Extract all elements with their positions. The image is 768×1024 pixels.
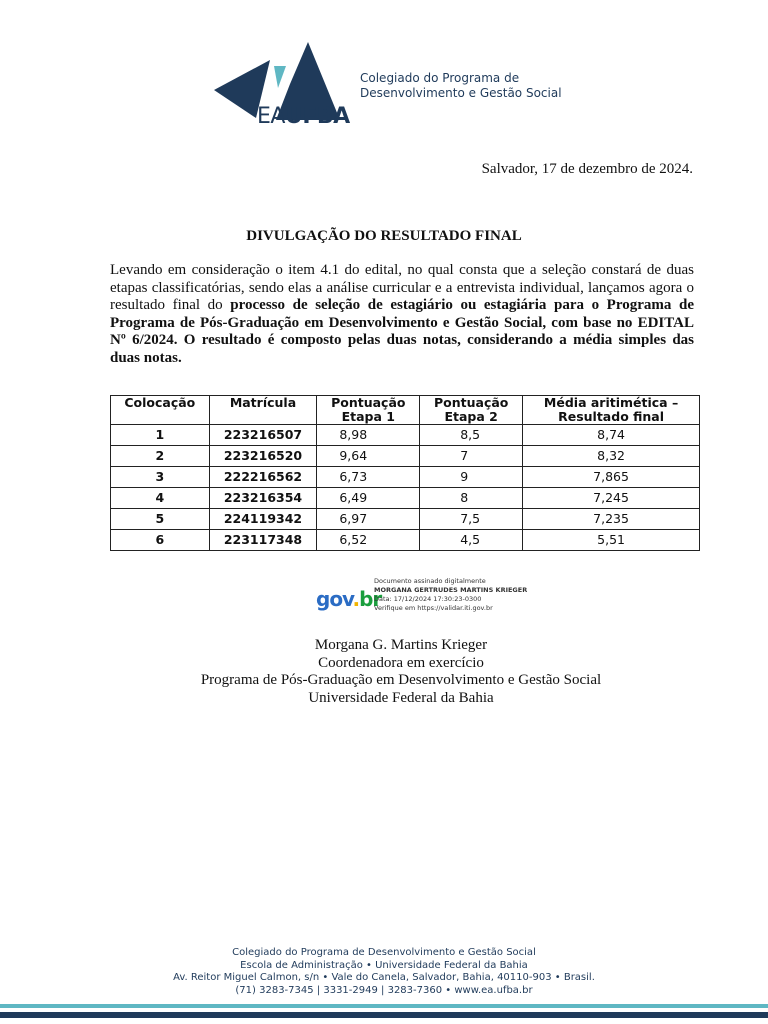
table-row: 2 223216520 9,64 7 8,32 bbox=[111, 446, 700, 467]
table-row: 1 223216507 8,98 8,5 8,74 bbox=[111, 425, 700, 446]
table-header-row bbox=[111, 396, 700, 425]
signature-details: Documento assinado digitalmente MORGANA GERTRUDES MARTINS KRIEGER Data: 17/12/2024 17:30:23-0300 Verifique em https://validar.iti.gov.br bbox=[374, 577, 528, 612]
document-title: DIVULGAÇÃO DO RESULTADO FINAL bbox=[246, 228, 522, 244]
signer-program: Programa de Pós-Graduação em Desenvolvimento e Gestão Social bbox=[200, 672, 602, 688]
org-line-2: Desenvolvimento e Gestão Social bbox=[360, 86, 562, 100]
signer-block bbox=[0, 637, 768, 707]
signer-university: Universidade Federal da Bahia bbox=[308, 689, 494, 706]
header-matricula: Matrícula bbox=[209, 396, 317, 425]
table-row: 5 224119342 6,97 7,5 7,235 bbox=[111, 509, 700, 530]
table-row: 4 223216354 6,49 8 7,245 bbox=[111, 488, 700, 509]
page-footer: Colegiado do Programa de Desenvolvimento e Gestão Social Escola de Administração • Universidade Federal da Bahia Av. Reitor Miguel Calmon, s/n • Vale do Canela, Salvador, Bahia, 40110-903 • Brasil. (71) 3283-7345 | 3331-2949 | 3283-7360 • www.ea.ufba.br bbox=[173, 947, 595, 996]
signer-name: Morgana G. Martins Krieger bbox=[314, 637, 488, 653]
results-table bbox=[110, 395, 700, 551]
logo-wordmark: EAUFBA bbox=[257, 104, 350, 129]
table-row: 6 223117348 6,52 4,5 5,51 bbox=[111, 530, 700, 551]
header-colocacao: Colocação bbox=[111, 396, 210, 425]
signer-role: Coordenadora em exercício bbox=[318, 654, 484, 671]
org-line-1: Colegiado do Programa de bbox=[360, 71, 520, 85]
eaufba-logo bbox=[212, 40, 572, 135]
govbr-logo-icon: gov.br bbox=[316, 587, 382, 611]
header-etapa1: Pontuação Etapa 1 bbox=[317, 396, 420, 425]
footer-bar-navy bbox=[0, 1012, 768, 1018]
digital-signature-stamp bbox=[314, 577, 554, 617]
body-paragraph bbox=[110, 262, 694, 367]
header-etapa2: Pontuação Etapa 2 bbox=[420, 396, 523, 425]
document-date: Salvador, 17 de dezembro de 2024. bbox=[481, 161, 693, 177]
logo-org-name bbox=[360, 71, 562, 101]
footer-bar-teal bbox=[0, 1004, 768, 1008]
header-media: Média aritimética – Resultado final bbox=[523, 396, 700, 425]
body-intro: Levando em consideração o item 4.1 do edital, no qual consta que a seleção constará de duas etapas classificatórias, sendo elas a análise curricular e a entrevista individual, lançamos agora o resultado final do bbox=[110, 262, 694, 313]
body-bold: processo de seleção de estagiário ou estagiária para o Programa de Programa de Pós-Graduação em Desenvolvimento e Gestão Social, com base no EDITAL Nº 6/2024. O resultado é composto pelas duas notas, considerando a média simples das duas notas. bbox=[110, 297, 694, 366]
table-row: 3 222216562 6,73 9 7,865 bbox=[111, 467, 700, 488]
